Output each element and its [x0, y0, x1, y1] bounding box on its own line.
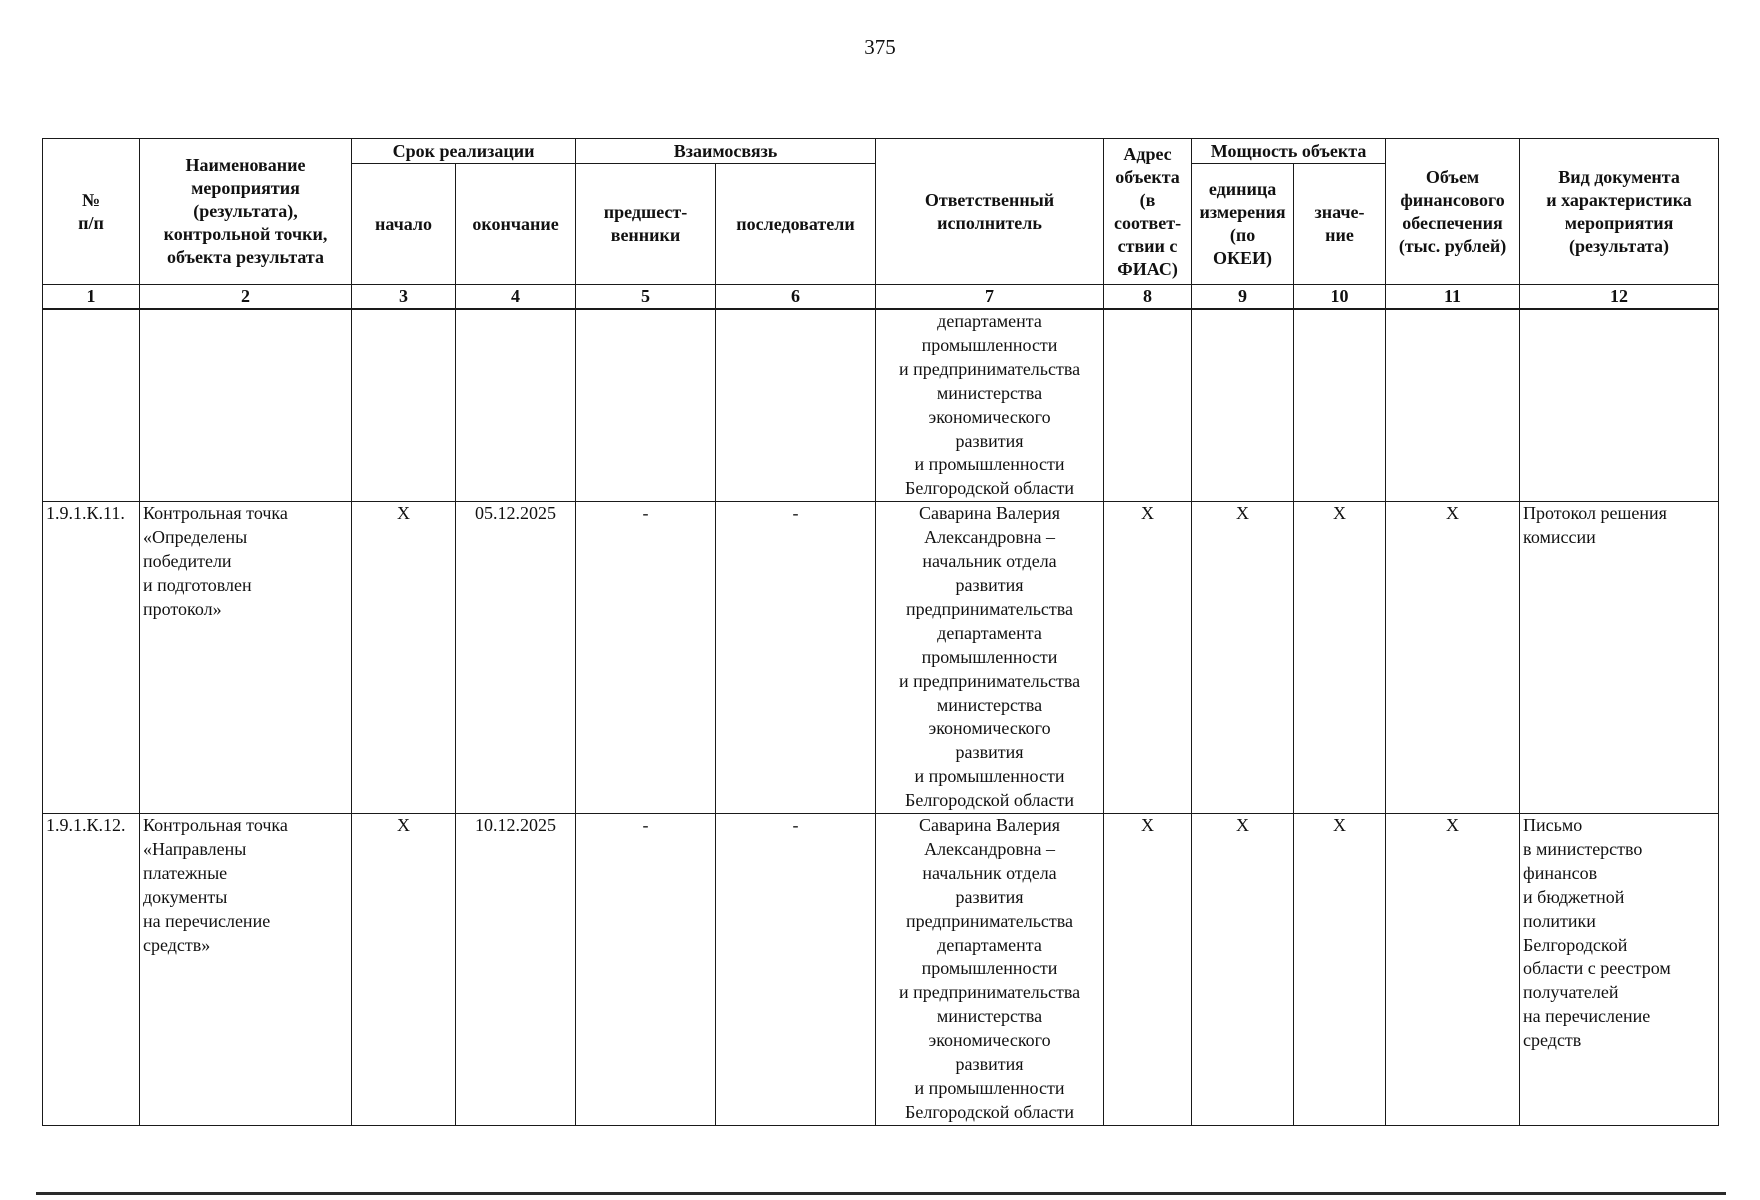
cell-end: 05.12.2025: [456, 502, 576, 814]
plan-table: [42, 138, 1719, 1126]
cell-address: Х: [1104, 502, 1192, 814]
column-number: 1: [43, 285, 140, 310]
column-number: 7: [876, 285, 1104, 310]
cell-address: Х: [1104, 814, 1192, 1126]
header-responsible: Ответственный исполнитель: [876, 139, 1104, 285]
column-number: 11: [1386, 285, 1520, 310]
column-number: 5: [576, 285, 716, 310]
header-period: Срок реализации: [352, 139, 576, 164]
column-number: 2: [140, 285, 352, 310]
page-bottom-divider: [36, 1192, 1726, 1195]
cell-address: [1104, 309, 1192, 502]
header-unit: единица измерения (по ОКЕИ): [1192, 164, 1294, 285]
cell-start: [352, 309, 456, 502]
cell-finance: [1386, 309, 1520, 502]
cell-successors: [716, 309, 876, 502]
cell-start: Х: [352, 814, 456, 1126]
cell-responsible: Саварина Валерия Александровна – начальник отдела развития предпринимательства департамента промышленности и предпринимательства министерства экономического развития и промышленности Белгородской области: [876, 502, 1104, 814]
cell-responsible: департамента промышленности и предпринимательства министерства экономического развития и промышленности Белгородской области: [876, 309, 1104, 502]
cell-unit: Х: [1192, 814, 1294, 1126]
header-name: Наименование мероприятия (результата), контрольной точки, объекта результата: [140, 139, 352, 285]
header-value: значе- ние: [1294, 164, 1386, 285]
column-number: 12: [1520, 285, 1719, 310]
column-number: 4: [456, 285, 576, 310]
table-row: [43, 814, 1719, 1126]
cell-num: 1.9.1.К.12.: [43, 814, 140, 1126]
column-number: 9: [1192, 285, 1294, 310]
cell-start: Х: [352, 502, 456, 814]
cell-value: [1294, 309, 1386, 502]
header-address: Адрес объекта (в соответ- ствии с ФИАС): [1104, 139, 1192, 285]
header-relation: Взаимосвязь: [576, 139, 876, 164]
header-num: № п/п: [43, 139, 140, 285]
header-successors: последователи: [716, 164, 876, 285]
table-header: [43, 139, 1719, 310]
cell-successors: -: [716, 502, 876, 814]
cell-responsible: Саварина Валерия Александровна – начальник отдела развития предпринимательства департамента промышленности и предпринимательства министерства экономического развития и промышленности Белгородской области: [876, 814, 1104, 1126]
cell-end: 10.12.2025: [456, 814, 576, 1126]
column-number: 8: [1104, 285, 1192, 310]
cell-name: [140, 309, 352, 502]
cell-successors: -: [716, 814, 876, 1126]
cell-num: [43, 309, 140, 502]
header-finance: Объем финансового обеспечения (тыс. рублей): [1386, 139, 1520, 285]
cell-finance: Х: [1386, 814, 1520, 1126]
column-number: 3: [352, 285, 456, 310]
cell-value: Х: [1294, 814, 1386, 1126]
header-capacity: Мощность объекта: [1192, 139, 1386, 164]
table-body: [43, 309, 1719, 1125]
column-number-row: [43, 285, 1719, 310]
page-number: 375: [864, 35, 896, 59]
cell-doc: [1520, 309, 1719, 502]
cell-predecessors: [576, 309, 716, 502]
cell-predecessors: -: [576, 502, 716, 814]
header-end: окончание: [456, 164, 576, 285]
column-number: 10: [1294, 285, 1386, 310]
header-predecessors: предшест- венники: [576, 164, 716, 285]
cell-num: 1.9.1.К.11.: [43, 502, 140, 814]
cell-predecessors: -: [576, 814, 716, 1126]
cell-value: Х: [1294, 502, 1386, 814]
header-start: начало: [352, 164, 456, 285]
cell-unit: Х: [1192, 502, 1294, 814]
column-number: 6: [716, 285, 876, 310]
cell-finance: Х: [1386, 502, 1520, 814]
cell-unit: [1192, 309, 1294, 502]
cell-name: Контрольная точка «Определены победители и подготовлен протокол»: [140, 502, 352, 814]
table-row-continuation: [43, 309, 1719, 502]
cell-name: Контрольная точка «Направлены платежные документы на перечисление средств»: [140, 814, 352, 1126]
header-doc-type: Вид документа и характеристика мероприятия (результата): [1520, 139, 1719, 285]
cell-doc: Протокол решения комиссии: [1520, 502, 1719, 814]
cell-end: [456, 309, 576, 502]
cell-doc: Письмо в министерство финансов и бюджетной политики Белгородской области с реестром получателей на перечисление средств: [1520, 814, 1719, 1126]
table-row: [43, 502, 1719, 814]
